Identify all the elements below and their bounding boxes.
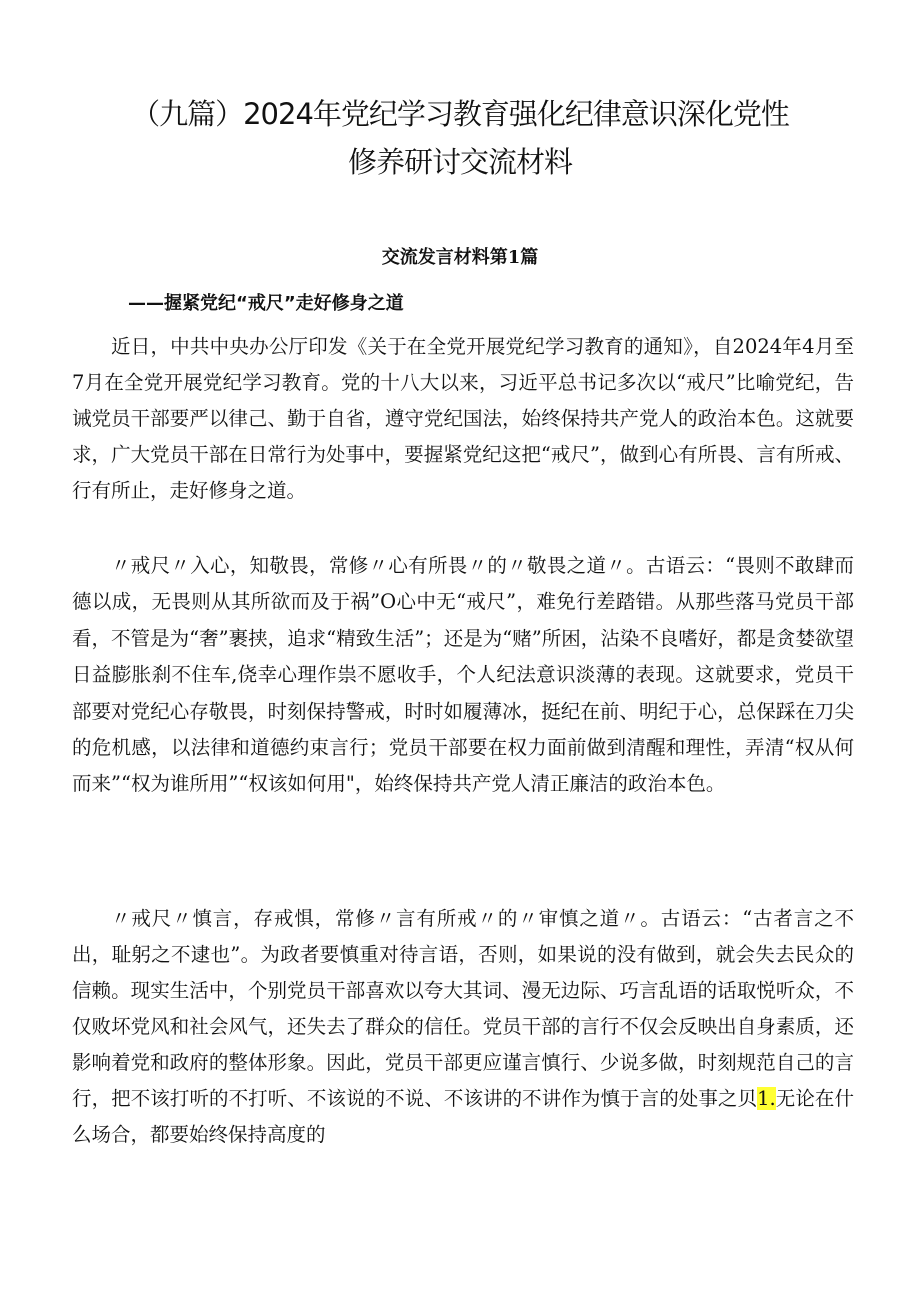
body-paragraph-3 [72,901,854,1153]
section-heading: 交流发言材料第1篇 [381,247,539,268]
body-paragraph-3-text: 〃戒尺〃慎言，存戒惧，常修〃言有所戒〃的〃审慎之道〃。古语云：“古者言之不出，耻躬之不逮也”。为政者要慎重对待言语，否则，如果说的没有做到，就会失去民众的信赖。现实生活中，个别党员干部喜欢以夸大其词、漫无边际、巧言乱语的话取悦听众，不仅败坏党风和社会风气，还失去了群众的信任。党员干部的言行不仅会反映出自身素质，还影响着党和政府的整体形象。因此，党员干部更应谨言慎行、少说多做，时刻规范自己的言行，把不该打听的不打听、不该说的不说、不该讲的不讲作为慎于言的处事之贝 [72,907,854,1110]
document-title-line-1: （九篇）2024年党纪学习教育强化纪律意识深化党性 [131,97,789,131]
body-paragraph-1: 近日，中共中央办公厅印发《关于在全党开展党纪学习教育的通知》，自2024年4月至7月在全党开展党纪学习教育。党的十八大以来，习近平总书记多次以“戒尺”比喻党纪，告诫党员干部要严以律己、勤于自省，遵守党纪国法，始终保持共产党人的政治本色。这就要求，广大党员干部在日常行为处事中，要握紧党纪这把“戒尺”，做到心有所畏、言有所戒、行有所止，走好修身之道。 [72,335,854,502]
document-title [60,90,860,186]
section-subtitle: ——握紧党纪“戒尺”走好修身之道 [128,293,404,314]
document-title-line-2: 修养研讨交流材料 [347,145,572,179]
body-paragraph-2: 〃戒尺〃入心，知敬畏，常修〃心有所畏〃的〃敬畏之道〃。古语云：“畏则不敢肆而德以成，无畏则从其所欲而及于祸”O心中无“戒尺”，难免行差踏错。从那些落马党员干部看，不管是为“奢”裹挟，追求“精致生活”；还是为“赌”所困，沾染不良嗜好，都是贪婪欲望日益膨胀刹不住车,侥幸心理作祟不愿收手，个人纪法意识淡薄的表现。这就要求，党员干部要对党纪心存敬畏，时刻保持警戒，时时如履薄冰，挺纪在前、明纪于心，总保踩在刀尖的危机感，以法律和道德约束言行；党员干部要在权力面前做到清醒和理性，弄清“权从何而来”“权为谁所用”“权该如何用"，始终保持共产党人清正廉洁的政治本色。 [72,554,854,796]
highlighted-text: 1. [757,1087,776,1110]
body-paragraph-3-continuation: 无论在什么场合，都要始终保持高度的 [72,1087,854,1146]
